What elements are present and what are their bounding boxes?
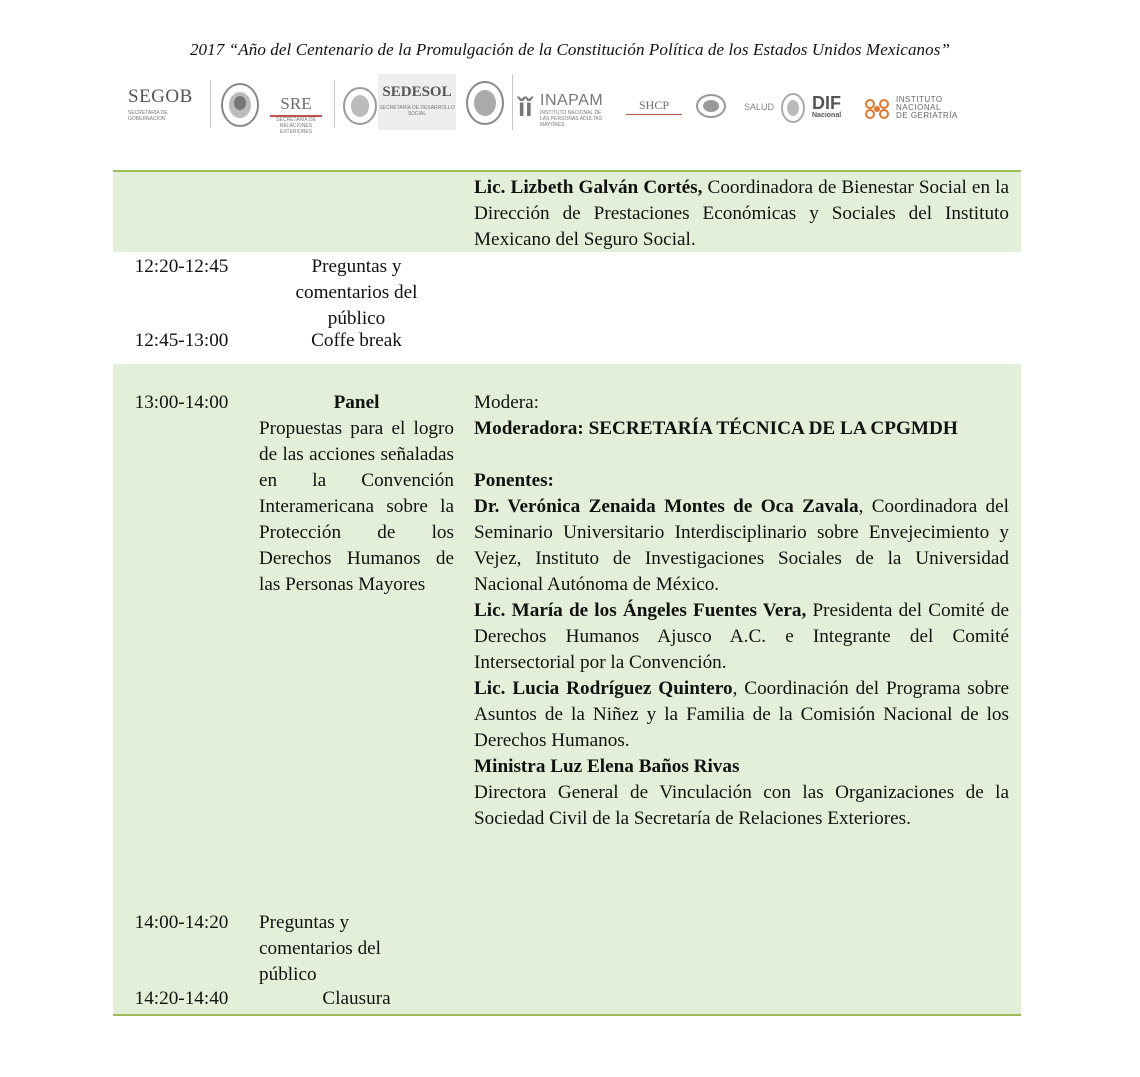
agenda-row-questions-2 — [113, 912, 1021, 990]
mexico-seal-icon — [464, 80, 506, 126]
time-slot: 14:00-14:20 — [134, 912, 229, 933]
agenda-row-lizbeth — [113, 172, 1021, 252]
activity: Preguntas y comentarios del público — [295, 256, 418, 329]
agenda-table — [113, 170, 1021, 1016]
dif-logo — [812, 94, 842, 119]
segob-logo-text: SEGOB — [128, 86, 193, 107]
logo-strip — [120, 72, 1000, 134]
speaker-name: Lic. María de los Ángeles Fuentes Vera, — [474, 600, 807, 621]
agenda-row-questions-1 — [113, 252, 1021, 330]
ponentes-label: Ponentes: — [474, 470, 554, 491]
salud-logo — [742, 102, 776, 112]
agenda-row-coffee — [113, 330, 1021, 364]
speaker-role: Presidenta del Comité de Derechos Humanos Ajusco A.C. e Integrante del Comité Intersectorial por la Convención. — [474, 600, 1009, 673]
speaker-name: Lic. Lucia Rodríguez Quintero — [474, 678, 733, 699]
panel-title: Panel — [333, 392, 380, 413]
time-slot: 12:20-12:45 — [134, 256, 229, 277]
time-slot: 12:45-13:00 — [134, 330, 229, 351]
row-details — [474, 175, 1009, 253]
speaker-name: Dr. Verónica Zenaida Montes de Oca Zavala — [474, 496, 859, 517]
geriatria-logo — [862, 96, 992, 120]
activity: Coffe break — [311, 330, 402, 351]
mexico-seal-icon — [780, 92, 806, 124]
sedesol-logo — [378, 74, 456, 130]
shcp-logo — [624, 98, 684, 115]
speaker-role: Directora General de Vinculación con las Organizaciones de la Sociedad Civil de la Secretaría de Relaciones Exteriores. — [474, 782, 1009, 829]
dif-logo-subtitle: Nacional — [812, 112, 842, 119]
agenda-row-closing — [113, 990, 1021, 1014]
speaker-role: Coordinadora de Bienestar Social en la Dirección de Prestaciones Económicas y Sociales del Instituto Mexicano del Seguro Social. — [474, 177, 1009, 250]
salud-logo-text: SALUD — [743, 102, 774, 112]
geriatria-line-3: DE GERIATRÍA — [896, 111, 958, 120]
inapam-logo-subtitle: INSTITUTO NACIONAL DE LAS PERSONAS ADULTAS MAYORES — [540, 110, 603, 128]
time-slot: 14:20-14:40 — [134, 988, 229, 1009]
segob-logo-subtitle: SECRETARÍA DE GOBERNACIÓN — [128, 110, 168, 122]
speaker-name: Ministra Luz Elena Baños Rivas — [474, 756, 740, 777]
sre-logo-text: SRE — [280, 94, 312, 113]
mexico-seal-icon — [696, 94, 726, 118]
geriatria-line-2: NACIONAL — [896, 103, 941, 112]
shcp-logo-text: SHCP — [638, 98, 670, 112]
activity — [259, 390, 454, 598]
geriatria-icon — [862, 98, 892, 120]
sre-logo-subtitle: SECRETARÍA DE RELACIONES EXTERIORES — [276, 117, 316, 135]
speaker-role: , Coordinación del Programa sobre Asuntos de la Niñez y la Familia de la Comisión Nacional de los Derechos Humanos. — [474, 678, 1009, 751]
sedesol-logo-subtitle: SECRETARÍA DE DESARROLLO SOCIAL — [379, 105, 455, 117]
moderator: Moderadora: SECRETARÍA TÉCNICA DE LA CPGMDH — [474, 418, 958, 439]
inapam-logo: ǐǐ INAPAM INSTITUTO NACIONAL DE LAS PERSONAS ADULTAS MAYORES — [518, 92, 612, 128]
segob-logo — [128, 86, 200, 122]
dif-logo-text: DIF — [812, 93, 841, 113]
modera-label: Modera: — [474, 392, 540, 413]
activity: Preguntas y comentarios del público — [259, 912, 382, 985]
activity: Clausura — [322, 988, 391, 1009]
geriatria-line-1: INSTITUTO — [896, 95, 943, 104]
mexico-seal-icon — [342, 86, 378, 126]
agenda-row-panel — [113, 364, 1021, 912]
sre-logo — [266, 94, 326, 135]
mexico-seal-icon — [220, 82, 260, 128]
speaker-role: , Coordinadora del Seminario Universitario Interdisciplinario sobre Envejecimiento y Vejez, Instituto de Investigaciones Sociales de la Universidad Nacional Autónoma de México. — [474, 496, 1009, 595]
speaker-name: Lic. Lizbeth Galván Cortés, — [474, 177, 703, 198]
panel-description: Propuestas para el logro de las acciones señaladas en la Convención Interamericana sobre la Protección de los Derechos Humanos de las Personas Mayores — [259, 418, 454, 595]
time-slot: 13:00-14:00 — [134, 392, 229, 413]
sedesol-logo-text: SEDESOL — [382, 84, 452, 100]
row-details — [474, 390, 1009, 832]
inapam-logo-text: INAPAM — [540, 92, 604, 109]
header-motto: 2017 “Año del Centenario de la Promulgación de la Constitución Política de los Estados Unidos Mexicanos” — [189, 40, 951, 59]
